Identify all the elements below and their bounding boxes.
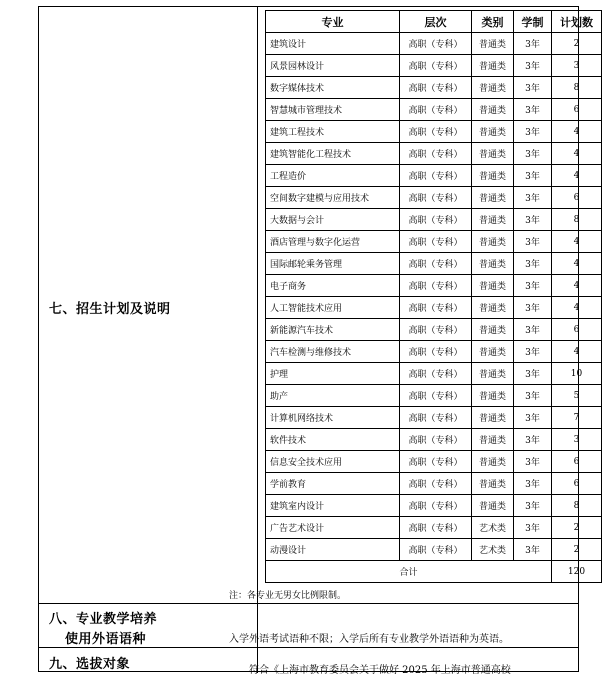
section-7-title: 七、招生计划及说明 [49,302,171,317]
category-cell: 普通类 [472,275,514,297]
table-row [266,539,602,561]
plan-cell: 2 [552,539,602,561]
header-level: 层次 [400,11,472,33]
document-frame [38,6,593,676]
table-row [266,275,602,297]
category-cell: 普通类 [472,231,514,253]
section-8-text: 入学外语考试语种不限；入学后所有专业教学外语语种为英语。 [229,634,509,645]
plan-cell: 4 [552,275,602,297]
level-cell: 高职（专科） [400,165,472,187]
major-cell: 酒店管理与数字化运营 [266,231,400,253]
major-cell: 大数据与会计 [266,209,400,231]
section-7-note: 注：各专业无男女比例限制。 [229,591,347,601]
major-cell: 智慧城市管理技术 [266,99,400,121]
table-row [266,99,602,121]
category-cell: 艺术类 [472,539,514,561]
section-divider-7-8 [39,603,578,604]
major-cell: 电子商务 [266,275,400,297]
major-cell: 护理 [266,363,400,385]
table-row [266,253,602,275]
category-cell: 普通类 [472,209,514,231]
major-cell: 建筑智能化工程技术 [266,143,400,165]
total-label: 合计 [266,561,552,583]
major-cell: 计算机网络技术 [266,407,400,429]
section-8-title-line2: 使用外语语种 [65,632,147,647]
category-cell: 普通类 [472,77,514,99]
plan-cell: 8 [552,209,602,231]
major-cell: 动漫设计 [266,539,400,561]
level-cell: 高职（专科） [400,77,472,99]
section-9-title: 九、选拔对象 [49,657,131,672]
table-row [266,473,602,495]
total-value: 120 [552,561,602,583]
category-cell: 普通类 [472,143,514,165]
level-cell: 高职（专科） [400,275,472,297]
category-cell: 普通类 [472,385,514,407]
duration-cell: 3年 [514,33,552,55]
table-body [266,33,602,561]
major-cell: 工程造价 [266,165,400,187]
table-row [266,143,602,165]
duration-cell: 3年 [514,77,552,99]
plan-cell: 6 [552,473,602,495]
section-8-title-line1: 八、专业教学培养 [49,612,158,627]
major-cell: 学前教育 [266,473,400,495]
duration-cell: 3年 [514,319,552,341]
plan-cell: 6 [552,99,602,121]
duration-cell: 3年 [514,495,552,517]
duration-cell: 3年 [514,99,552,121]
table-row [266,429,602,451]
table-row [266,341,602,363]
table-row [266,495,602,517]
header-major: 专业 [266,11,400,33]
level-cell: 高职（专科） [400,517,472,539]
duration-cell: 3年 [514,231,552,253]
level-cell: 高职（专科） [400,319,472,341]
level-cell: 高职（专科） [400,33,472,55]
major-cell: 空间数字建模与应用技术 [266,187,400,209]
duration-cell: 3年 [514,187,552,209]
category-cell: 普通类 [472,429,514,451]
plan-cell: 4 [552,143,602,165]
table-header-row [266,11,602,33]
major-cell: 汽车检测与维修技术 [266,341,400,363]
table-row [266,407,602,429]
duration-cell: 3年 [514,253,552,275]
level-cell: 高职（专科） [400,363,472,385]
table-row [266,77,602,99]
level-cell: 高职（专科） [400,187,472,209]
category-cell: 普通类 [472,165,514,187]
plan-cell: 6 [552,451,602,473]
duration-cell: 3年 [514,55,552,77]
category-cell: 艺术类 [472,517,514,539]
table-row [266,187,602,209]
plan-cell: 4 [552,253,602,275]
duration-cell: 3年 [514,209,552,231]
category-cell: 普通类 [472,451,514,473]
category-cell: 普通类 [472,473,514,495]
table-row [266,231,602,253]
table-row [266,121,602,143]
level-cell: 高职（专科） [400,429,472,451]
level-cell: 高职（专科） [400,341,472,363]
category-cell: 普通类 [472,121,514,143]
level-cell: 高职（专科） [400,209,472,231]
level-cell: 高职（专科） [400,451,472,473]
major-cell: 建筑工程技术 [266,121,400,143]
major-cell: 广告艺术设计 [266,517,400,539]
plan-cell: 8 [552,77,602,99]
level-cell: 高职（专科） [400,99,472,121]
major-cell: 国际邮轮乘务管理 [266,253,400,275]
duration-cell: 3年 [514,165,552,187]
category-cell: 普通类 [472,363,514,385]
level-cell: 高职（专科） [400,407,472,429]
duration-cell: 3年 [514,297,552,319]
major-cell: 建筑设计 [266,33,400,55]
plan-cell: 6 [552,187,602,209]
table-row [266,209,602,231]
plan-cell: 8 [552,495,602,517]
level-cell: 高职（专科） [400,297,472,319]
category-cell: 普通类 [472,187,514,209]
level-cell: 高职（专科） [400,473,472,495]
duration-cell: 3年 [514,143,552,165]
major-cell: 人工智能技术应用 [266,297,400,319]
plan-cell: 5 [552,385,602,407]
plan-cell: 4 [552,231,602,253]
major-cell: 风景园林设计 [266,55,400,77]
plan-cell: 6 [552,319,602,341]
level-cell: 高职（专科） [400,143,472,165]
plan-cell: 3 [552,429,602,451]
category-cell: 普通类 [472,253,514,275]
level-cell: 高职（专科） [400,385,472,407]
plan-cell: 4 [552,341,602,363]
major-cell: 新能源汽车技术 [266,319,400,341]
duration-cell: 3年 [514,341,552,363]
duration-cell: 3年 [514,363,552,385]
duration-cell: 3年 [514,539,552,561]
duration-cell: 3年 [514,385,552,407]
category-cell: 普通类 [472,99,514,121]
category-cell: 普通类 [472,319,514,341]
category-cell: 普通类 [472,33,514,55]
plan-cell: 4 [552,165,602,187]
plan-cell: 2 [552,33,602,55]
table-row [266,385,602,407]
header-duration: 学制 [514,11,552,33]
duration-cell: 3年 [514,429,552,451]
plan-cell: 4 [552,121,602,143]
table-total-row [266,561,602,583]
category-cell: 普通类 [472,341,514,363]
table-row [266,517,602,539]
table-row [266,451,602,473]
table-row [266,319,602,341]
section-9-text: 符合《上海市教育委员会关于做好 2025 年上海市普通高校 [249,665,511,676]
plan-cell: 10 [552,363,602,385]
level-cell: 高职（专科） [400,121,472,143]
major-cell: 建筑室内设计 [266,495,400,517]
header-category: 类别 [472,11,514,33]
enrollment-plan-table [265,10,602,583]
section-divider-8-9 [39,647,578,648]
table-row [266,33,602,55]
major-cell: 软件技术 [266,429,400,451]
table-row [266,363,602,385]
plan-cell: 3 [552,55,602,77]
major-cell: 数字媒体技术 [266,77,400,99]
plan-cell: 7 [552,407,602,429]
category-cell: 普通类 [472,407,514,429]
level-cell: 高职（专科） [400,55,472,77]
major-cell: 助产 [266,385,400,407]
category-cell: 普通类 [472,495,514,517]
duration-cell: 3年 [514,121,552,143]
level-cell: 高职（专科） [400,253,472,275]
category-cell: 普通类 [472,297,514,319]
level-cell: 高职（专科） [400,539,472,561]
duration-cell: 3年 [514,473,552,495]
duration-cell: 3年 [514,407,552,429]
table-row [266,297,602,319]
duration-cell: 3年 [514,275,552,297]
column-divider [257,7,258,673]
category-cell: 普通类 [472,55,514,77]
header-plan: 计划数 [552,11,602,33]
plan-cell: 4 [552,297,602,319]
level-cell: 高职（专科） [400,231,472,253]
major-cell: 信息安全技术应用 [266,451,400,473]
plan-cell: 2 [552,517,602,539]
table-row [266,165,602,187]
table-row [266,55,602,77]
level-cell: 高职（专科） [400,495,472,517]
duration-cell: 3年 [514,451,552,473]
duration-cell: 3年 [514,517,552,539]
